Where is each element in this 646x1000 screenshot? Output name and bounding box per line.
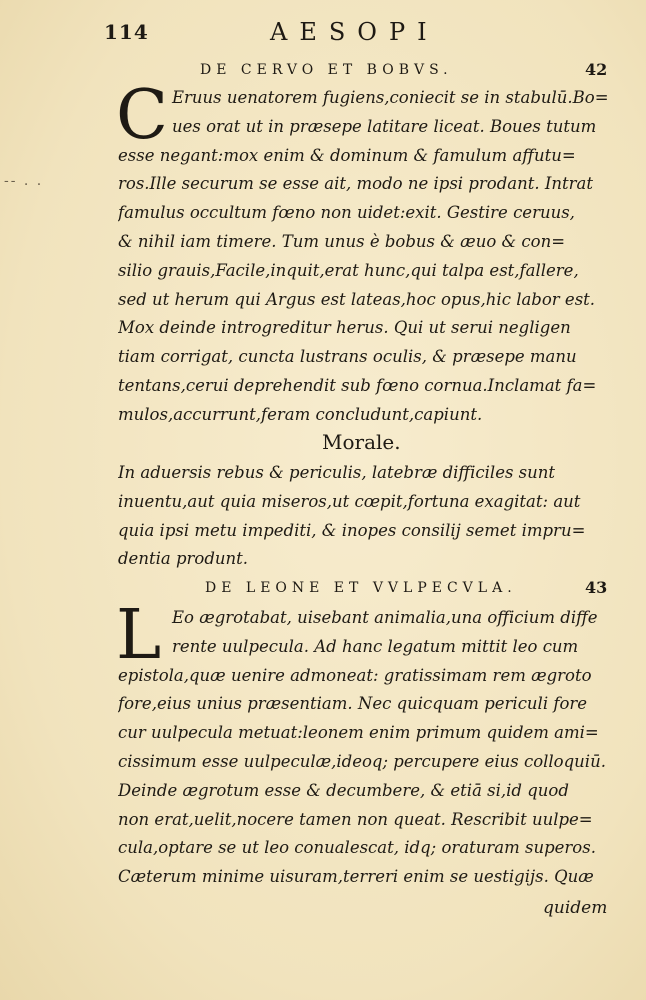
text-line: Cæterum minime uisuram,terreri enim se uestigijs. Quæ — [118, 867, 594, 887]
moral-heading: Morale. — [322, 430, 401, 454]
page-number: 114 — [104, 20, 149, 44]
text-line: rente uulpecula. Ad hanc legatum mittit leo cum — [172, 636, 579, 656]
text-line: Eruus uenatorem fugiens,coniecit se in stabulū.Bo= — [172, 88, 609, 107]
fable-2-number: 43 — [585, 578, 608, 597]
fable-1-number: 42 — [585, 60, 608, 79]
text-line: cur uulpecula metuat:leonem enim primum quidem ami= — [118, 723, 599, 743]
text-line: cissimum esse uulpeculæ,ideoq; percupere eius colloquiū. — [118, 751, 606, 771]
fable-2-dropcap: L — [116, 596, 162, 675]
fable-1-dropcap: C — [116, 76, 169, 155]
text-line: non erat,uelit,nocere tamen non queat. Rescribit uulpe= — [118, 809, 593, 829]
text-line: tentans,cerui deprehendit sub fœno cornua.Inclamat fa= — [118, 375, 597, 395]
text-line: dentia produnt. — [118, 549, 249, 569]
margin-marks: -- . . — [4, 173, 44, 189]
text-line: ues orat ut in præsepe latitare liceat. Boues tutum — [172, 116, 597, 136]
text-line: ros.Ille securum se esse ait, modo ne ipsi prodant. Intrat — [118, 174, 593, 194]
text-line: quia ipsi metu impediti, & inopes consilij semet impru= — [118, 520, 586, 540]
fable-1-header — [0, 60, 646, 86]
text-line: famulus occultum fœno non uidet:exit. Gestire ceruus, — [118, 203, 575, 223]
text-line: In aduersis rebus & periculis, latebræ difficiles sunt — [118, 463, 556, 482]
fable-2-title: DE LEONE ET VVLPECVLA. — [205, 580, 517, 596]
moral-text — [118, 459, 618, 574]
text-line: esse negant:mox enim & dominum & famulum affutu= — [118, 145, 576, 165]
text-line: Eo ægrotabat, uisebant animalia,una officium diffe — [172, 608, 598, 627]
fable-1-text — [116, 76, 618, 430]
text-line: silio grauis,Facile,inquit,erat hunc,qui talpa est,fallere, — [118, 260, 579, 280]
running-head — [0, 18, 646, 48]
text-line: & nihil iam timere. Tum unus è bobus & æuo & con= — [118, 231, 566, 251]
fable-2-text — [116, 596, 618, 892]
text-line: fore,eius unius præsentiam. Nec quicquam periculi fore — [118, 694, 588, 714]
text-line: tiam corrigat, cuncta lustrans oculis, & præsepe manu — [118, 347, 577, 367]
running-title: AESOPI — [270, 18, 439, 46]
text-line: Mox deinde introgreditur herus. Qui ut serui negligen — [118, 318, 571, 338]
text-line: epistola,quæ uenire admoneat: gratissimam rem ægroto — [118, 665, 592, 685]
text-line: mulos,accurrunt,feram concludunt,capiunt. — [118, 404, 483, 424]
text-line: Deinde ægrotum esse & decumbere, & etiā si,id quod — [118, 780, 569, 800]
fable-2-header — [0, 578, 646, 604]
text-line: sed ut herum qui Argus est lateas,hoc opus,hic labor est. — [118, 289, 596, 309]
fable-1-title: DE CERVO ET BOBVS. — [200, 62, 453, 78]
text-line: cula,optare se ut leo conualescat, idq; oraturam superos. — [118, 838, 596, 858]
text-line: inuentu,aut quia miseros,ut cœpit,fortuna exagitat: aut — [118, 491, 581, 511]
catchword: quidem — [543, 898, 608, 918]
